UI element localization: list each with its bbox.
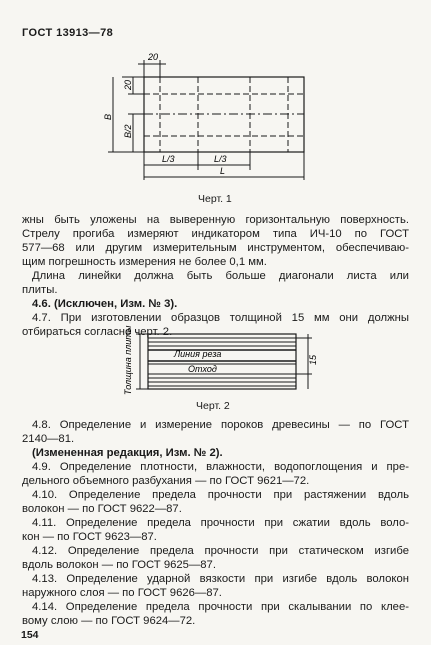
text-line-20: вдоль волокон — по ГОСТ 9625—87. <box>22 559 216 571</box>
figure-1-caption: Черт. 1 <box>198 193 232 205</box>
text-line-7: 4.6. (Исключен, Изм. № 3). <box>32 298 178 310</box>
fig1-label-third-b: L/3 <box>214 154 227 164</box>
figure-2-caption: Черт. 2 <box>196 400 230 412</box>
fig1-label-top: 20 <box>148 52 159 62</box>
text-line-23: 4.14. Определение предела прочности при скалывании по клее- <box>32 601 409 613</box>
text-line-4: щим погрешность измерения не более 0,1 мм. <box>22 256 267 268</box>
text-line-17: 4.11. Определение предела прочности при сжатии вдоль воло- <box>32 517 409 529</box>
fig1-label-side-b: B <box>103 113 113 120</box>
fig1-label-length: L <box>220 166 226 176</box>
text-line-19: 4.12. Определение предела прочности при статическом изгибе <box>32 545 409 557</box>
text-line-21: 4.13. Определение ударной вязкости при изгибе вдоль волокон <box>32 573 409 585</box>
fig1-label-side-mid: B/2 <box>123 124 133 138</box>
fig2-label-thickness: Толщина плиты <box>123 325 133 395</box>
text-line-5: Длина линейки должна быть больше диагонали листа или <box>32 270 409 282</box>
fig1-label-side-top: 20 <box>123 79 133 90</box>
text-line-24: вому слою — по ГОСТ 9624—72. <box>22 615 196 627</box>
text-line-14: дельного объемного разбухания — по ГОСТ 9621—72. <box>22 475 310 487</box>
text-line-6: плиты. <box>22 284 58 296</box>
page-number: 154 <box>21 629 39 641</box>
text-line-9: отбираться согласно черт. 2. <box>22 326 173 338</box>
text-line-16: волокон — по ГОСТ 9622—87. <box>22 503 182 515</box>
text-line-18: кон — по ГОСТ 9623—87. <box>22 531 157 543</box>
fig2-label-waste: Отход <box>188 364 217 374</box>
text-line-2: Стрелу прогиба измеряют индикатором типа ИЧ-10 по ГОСТ <box>22 228 409 240</box>
document-header: ГОСТ 13913—78 <box>22 27 114 39</box>
text-line-1: жны быть уложены на выверенную горизонтальную поверхность. <box>22 214 409 226</box>
text-line-3: 577—68 или другим измерительным инструментом, обеспечиваю- <box>22 242 409 254</box>
text-line-15: 4.10. Определение предела прочности при растяжении вдоль <box>32 489 409 501</box>
text-line-22: наружного слоя — по ГОСТ 9626—87. <box>22 587 222 599</box>
text-line-13: 4.9. Определение плотности, влажности, водопоглощения и пре- <box>32 461 409 473</box>
fig1-label-third-a: L/3 <box>162 154 175 164</box>
fig2-label-dim: 15 <box>308 354 318 365</box>
text-line-11: 2140—81. <box>22 433 75 445</box>
text-line-8: 4.7. При изготовлении образцов толщиной 15 мм они должны <box>32 312 409 324</box>
fig2-label-cut-line: Линия реза <box>174 349 222 359</box>
text-line-10: 4.8. Определение и измерение пороков древесины — по ГОСТ <box>32 419 409 431</box>
text-line-12: (Измененная редакция, Изм. № 2). <box>32 447 223 459</box>
